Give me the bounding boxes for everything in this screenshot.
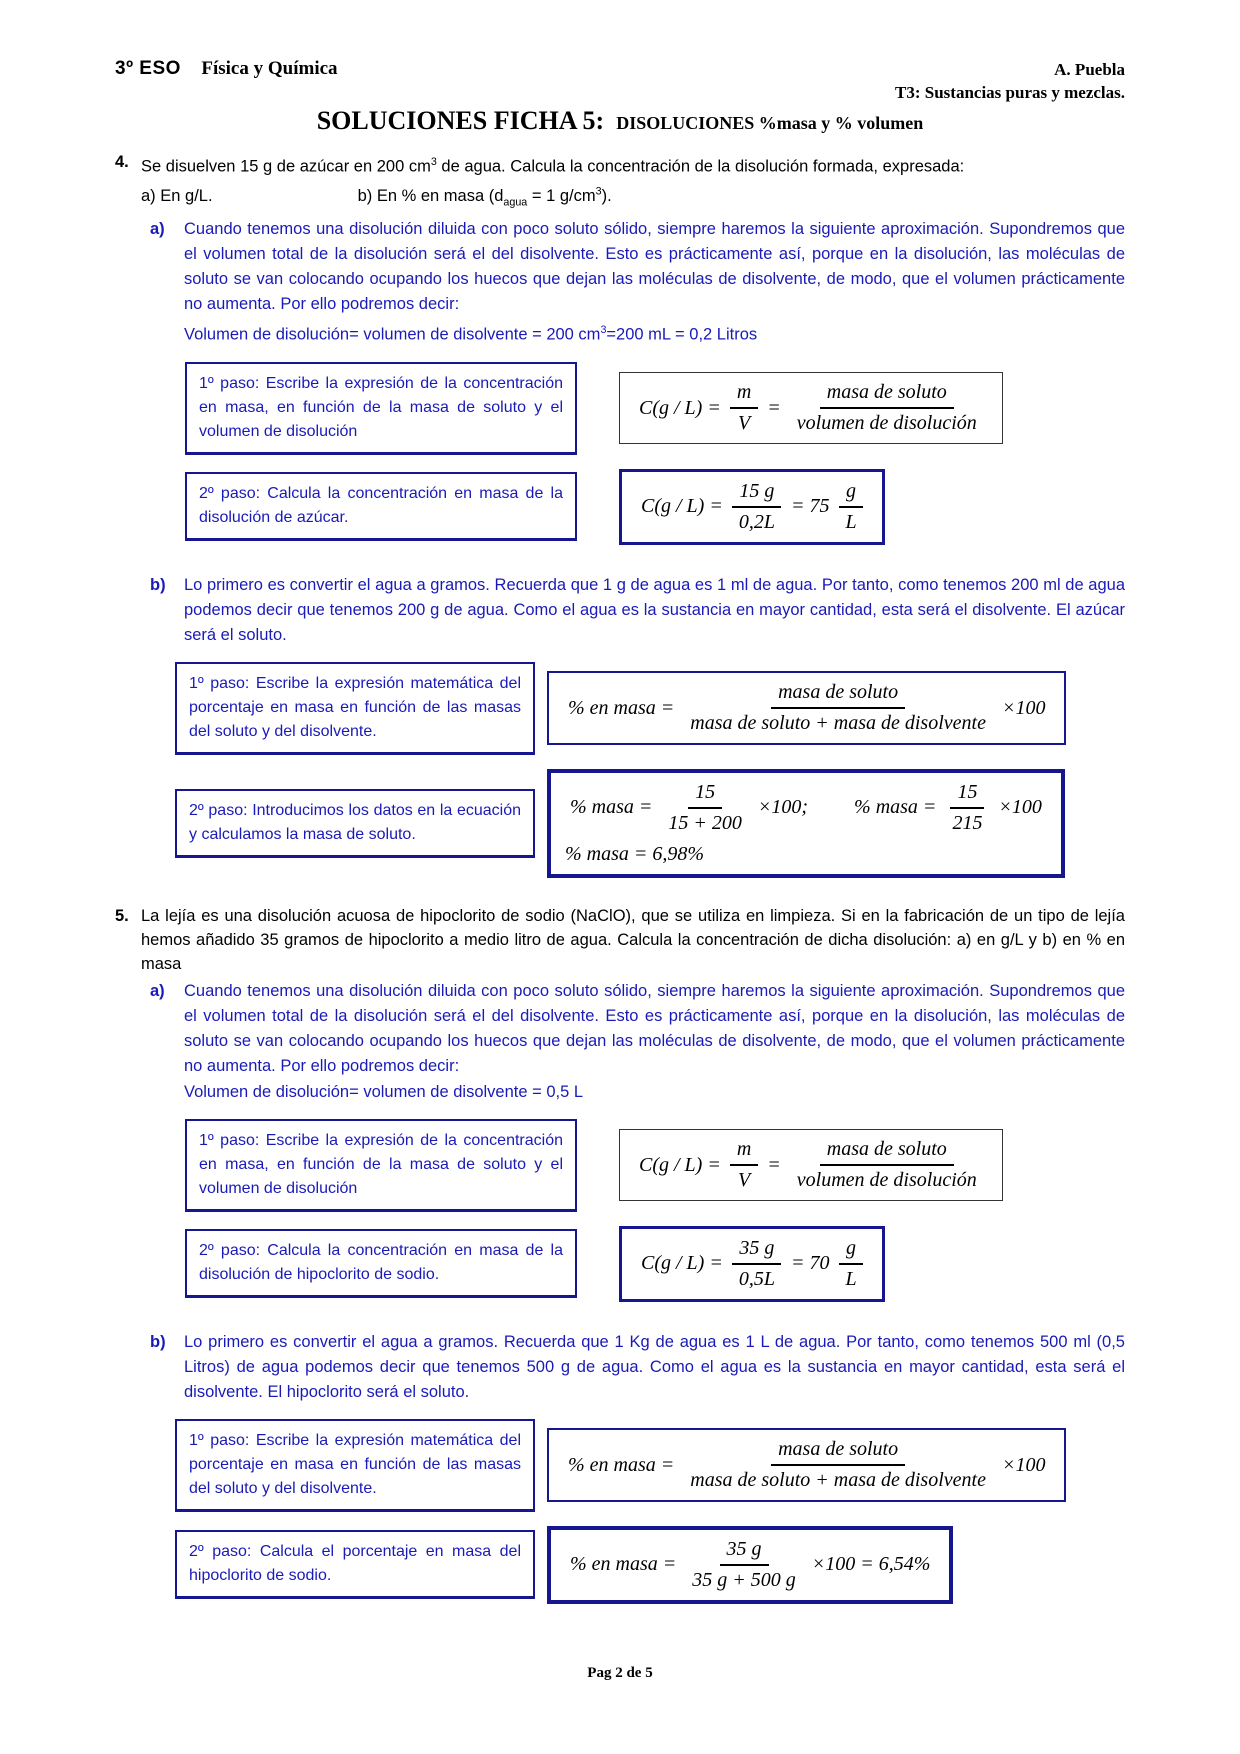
q5-answer-a: [150, 979, 1125, 1105]
fraction-denominator: 15 + 200: [668, 811, 742, 834]
f-equals: =: [767, 1153, 781, 1176]
fraction-numerator: m: [730, 1138, 758, 1166]
fraction-denominator: 0,5L: [738, 1267, 775, 1290]
q4a-step1-box: [185, 362, 577, 455]
question-5-text: La lejía es una disolución acuosa de hipoclorito de sodio (NaClO), que se utiliza en limpieza. Si en la fabricación de un tipo de lejía hemos añadido 35 gramos de hipoclorito a medio litro de agua. Calcula la concentración de dicha disolución: a) en g/L y b) en % en masa: [141, 906, 1125, 973]
q4-option-b-part1: b) En % en masa (d: [357, 187, 504, 205]
fraction: [730, 1138, 758, 1192]
fraction-numerator: masa de soluto: [820, 1138, 954, 1166]
q5a-step1-row: [185, 1119, 1125, 1212]
q5-answer-a-label: a): [150, 981, 165, 1000]
fraction-denominator: L: [845, 510, 857, 533]
page-header: [115, 58, 1125, 136]
q4-statement-sup: 3: [430, 156, 437, 168]
q5b-step1-row: [175, 1419, 1125, 1512]
q4-option-a: a) En g/L.: [141, 187, 213, 205]
fraction-denominator: 215: [952, 811, 983, 834]
q4b-result-eq1: [565, 781, 813, 835]
fraction: [683, 681, 993, 735]
q5b-formula-result: [547, 1526, 953, 1604]
fraction-denominator: V: [737, 412, 751, 435]
q4-answer-a: [150, 217, 1125, 348]
q4a-formula-definition: [619, 372, 1003, 444]
f-times100-result: ×100 = 6,54%: [811, 1553, 931, 1576]
q4a-step2-box: [185, 472, 577, 541]
f-lhs: % masa =: [854, 796, 937, 819]
q5b-step2-box: [175, 1530, 535, 1599]
q5-answer-a-text-block: [184, 979, 1125, 1105]
q4-option-b-part2: = 1 g/cm: [527, 187, 596, 205]
fraction: [945, 781, 989, 835]
fraction-numerator: masa de soluto: [771, 1438, 905, 1466]
fraction: [661, 781, 749, 835]
f-lhs: C(g / L) =: [639, 396, 721, 419]
page-footer: [0, 1665, 1240, 1682]
q5a-formula-result: [619, 1226, 885, 1302]
title-main: SOLUCIONES FICHA 5:: [316, 106, 605, 135]
fraction: [838, 480, 863, 534]
q4-answer-b-label: b): [150, 575, 166, 594]
q5-answer-b-label: b): [150, 1332, 166, 1351]
f-lhs: % masa =: [570, 796, 653, 819]
f-lhs: % en masa =: [568, 696, 675, 719]
f-lhs: % en masa =: [568, 1453, 675, 1476]
fraction: [790, 381, 984, 435]
q4-volume-part1: Volumen de disolución= volumen de disolvente = 200 cm: [184, 325, 601, 344]
q4b-result-final: % masa = 6,98%: [565, 842, 705, 865]
q4-option-b-sub: agua: [503, 196, 528, 209]
fraction: [732, 480, 782, 534]
author-label: A. Puebla: [1054, 60, 1125, 79]
fraction-denominator: 35 g + 500 g: [692, 1568, 796, 1591]
f-lhs: C(g / L) =: [641, 1252, 723, 1275]
q4b-result-eq2: [849, 781, 1047, 835]
q4a-step1-text: 1º paso: Escribe la expresión de la concentración en masa, en función de la masa de soluto y el volumen de disolución: [199, 374, 563, 440]
question-4-text: [141, 150, 1125, 179]
q4-answer-a-label: a): [150, 220, 165, 239]
q5b-step1-box: [175, 1419, 535, 1512]
fraction-numerator: m: [730, 381, 758, 409]
fraction-denominator: volumen de disolución: [796, 1169, 977, 1192]
fraction-numerator: 15 g: [732, 480, 781, 508]
q5-answer-a-text: Cuando tenemos una disolución diluida con poco soluto sólido, siempre haremos la siguiente aproximación. Supondremos que el volumen total de la disolución será el del disolvente. Esto es prácticamente así, porque en la disolución, las moléculas de soluto se van colocando ocupando los huecos que dejan las moléculas de disolvente, de modo, que el volumen prácticamente no aumenta. Por ello podremos decir:: [184, 981, 1125, 1075]
q5b-step2-row: [175, 1526, 1125, 1604]
header-left: [115, 58, 338, 80]
q4-answer-a-text-block: [184, 217, 1125, 348]
question-4: [115, 150, 1125, 878]
q4-option-b-sup: 3: [595, 185, 602, 198]
question-4-options: [141, 180, 1125, 215]
q4-answer-a-text: Cuando tenemos una disolución diluida con poco soluto sólido, siempre haremos la siguiente aproximación. Supondremos que el volumen total de la disolución será el del disolvente. Esto es prácticamente así, porque en la disolución, las moléculas de soluto se van colocando ocupando los huecos que dejan las moléculas de disolvente, de modo, que el volumen prácticamente no aumenta. Por ello podremos decir:: [184, 220, 1125, 314]
title-subtitle: DISOLUCIONES %masa y % volumen: [616, 113, 924, 133]
q5a-formula-definition: [619, 1129, 1003, 1201]
fraction: [838, 1237, 863, 1291]
f-equals: = 70: [790, 1252, 830, 1275]
q4a-step1-row: [185, 362, 1125, 455]
q5b-step1-text: 1º paso: Escribe la expresión matemática del porcentaje en masa en función de las masas del soluto y del disolvente.: [189, 1431, 521, 1497]
question-4-number: 4.: [115, 153, 129, 171]
q4-option-b-part3: ).: [601, 187, 612, 205]
q5a-step1-box: [185, 1119, 577, 1212]
fraction-numerator: 15: [688, 781, 722, 809]
q5b-formula-definition: [547, 1428, 1066, 1502]
fraction-numerator: masa de soluto: [771, 681, 905, 709]
question-5: [115, 904, 1125, 1604]
header-row: [115, 58, 1125, 104]
q4b-step1-box: [175, 662, 535, 755]
fraction-denominator: masa de soluto + masa de disolvente: [690, 1469, 986, 1492]
q4b-formula-definition: [547, 671, 1066, 745]
q5a-step2-row: [185, 1226, 1125, 1302]
q4-volume-line: [184, 318, 1125, 348]
f-lhs: % en masa =: [570, 1553, 677, 1576]
f-times100: ×100: [998, 796, 1042, 819]
q4b-result-line1: [565, 781, 1047, 835]
q4-volume-sup: 3: [600, 324, 607, 337]
fraction: [732, 1237, 782, 1291]
q4-volume-part2: =200 mL = 0,2 Litros: [606, 325, 758, 344]
topic-label: T3: Sustancias puras y mezclas.: [895, 83, 1125, 102]
q5a-step2-box: [185, 1229, 577, 1298]
fraction-numerator: 15: [950, 781, 984, 809]
q4-option-b: [357, 185, 612, 209]
q4-answer-b: [150, 573, 1125, 648]
f-lhs: C(g / L) =: [641, 495, 723, 518]
header-right: [895, 58, 1125, 104]
subject-label: Física y Química: [201, 58, 338, 79]
f-times100: ×100: [1001, 1453, 1046, 1476]
q4-statement-part1: Se disuelven 15 g de azúcar en 200 cm: [141, 157, 431, 176]
f-times100: ×100: [1001, 696, 1046, 719]
q4b-step2-text: 2º paso: Introducimos los datos en la ecuación y calculamos la masa de soluto.: [189, 801, 521, 843]
q5a-step2-text: 2º paso: Calcula la concentración en masa de la disolución de hipoclorito de sodio.: [199, 1242, 563, 1284]
fraction-denominator: L: [845, 1267, 857, 1290]
f-times100: ×100;: [757, 796, 809, 819]
fraction-denominator: 0,2L: [738, 510, 775, 533]
fraction-numerator: masa de soluto: [820, 381, 954, 409]
q4b-step1-text: 1º paso: Escribe la expresión matemática del porcentaje en masa en función de las masas del soluto y del disolvente.: [189, 674, 521, 740]
fraction: [790, 1138, 984, 1192]
q4b-step1-row: [175, 662, 1125, 755]
fraction-numerator: g: [839, 1237, 863, 1265]
q4-statement-part2: de agua. Calcula la concentración de la disolución formada, expresada:: [436, 157, 965, 176]
page-title: [115, 106, 1125, 136]
q5a-step1-text: 1º paso: Escribe la expresión de la concentración en masa, en función de la masa de soluto y el volumen de disolución: [199, 1131, 563, 1197]
f-lhs: C(g / L) =: [639, 1153, 721, 1176]
q5-answer-b-text-block: [184, 1330, 1125, 1405]
q4a-step2-row: [185, 469, 1125, 545]
q4a-step2-text: 2º paso: Calcula la concentración en masa de la disolución de azúcar.: [199, 485, 563, 527]
q5-volume-line: Volumen de disolución= volumen de disolvente = 0,5 L: [184, 1082, 584, 1101]
fraction-numerator: 35 g: [720, 1538, 769, 1566]
q5b-step2-text: 2º paso: Calcula el porcentaje en masa del hipoclorito de sodio.: [189, 1543, 521, 1585]
fraction-denominator: V: [737, 1169, 751, 1192]
fraction: [683, 1438, 993, 1492]
page-number-label: Pag 2 de 5: [587, 1665, 653, 1681]
question-5-number: 5.: [115, 906, 129, 925]
q4a-formula-result: [619, 469, 885, 545]
fraction-numerator: g: [839, 480, 863, 508]
course-label: 3º ESO: [115, 58, 181, 79]
q5-answer-b-text: Lo primero es convertir el agua a gramos. Recuerda que 1 Kg de agua es 1 L de agua. Por tanto, como tenemos 500 ml (0,5 Litros) de agua podemos decir que tenemos 500 g de agua. Como el agua es la sustancia en mayor cantidad, esta será el disolvente. El hipoclorito será el soluto.: [184, 1332, 1125, 1401]
q4b-formula-result: [547, 769, 1065, 878]
question-4-statement: [115, 150, 1125, 179]
f-equals: =: [767, 396, 781, 419]
q4b-step2-box: [175, 789, 535, 858]
fraction-denominator: volumen de disolución: [796, 412, 977, 435]
q4-answer-b-text-block: [184, 573, 1125, 648]
fraction-denominator: masa de soluto + masa de disolvente: [690, 712, 986, 735]
q5-answer-b: [150, 1330, 1125, 1405]
fraction: [685, 1538, 803, 1592]
q4-answer-b-text: Lo primero es convertir el agua a gramos. Recuerda que 1 g de agua es 1 ml de agua. Por tanto, como tenemos 200 ml de agua podemos decir que tenemos 200 g de agua. Como el agua es la sustancia en mayor cantidad, esta será el disolvente. El azúcar será el soluto.: [184, 575, 1125, 644]
fraction: [730, 381, 758, 435]
q4b-step2-row: [175, 769, 1125, 878]
question-5-statement: [115, 904, 1125, 976]
fraction-numerator: 35 g: [732, 1237, 781, 1265]
f-equals: = 75: [790, 495, 830, 518]
